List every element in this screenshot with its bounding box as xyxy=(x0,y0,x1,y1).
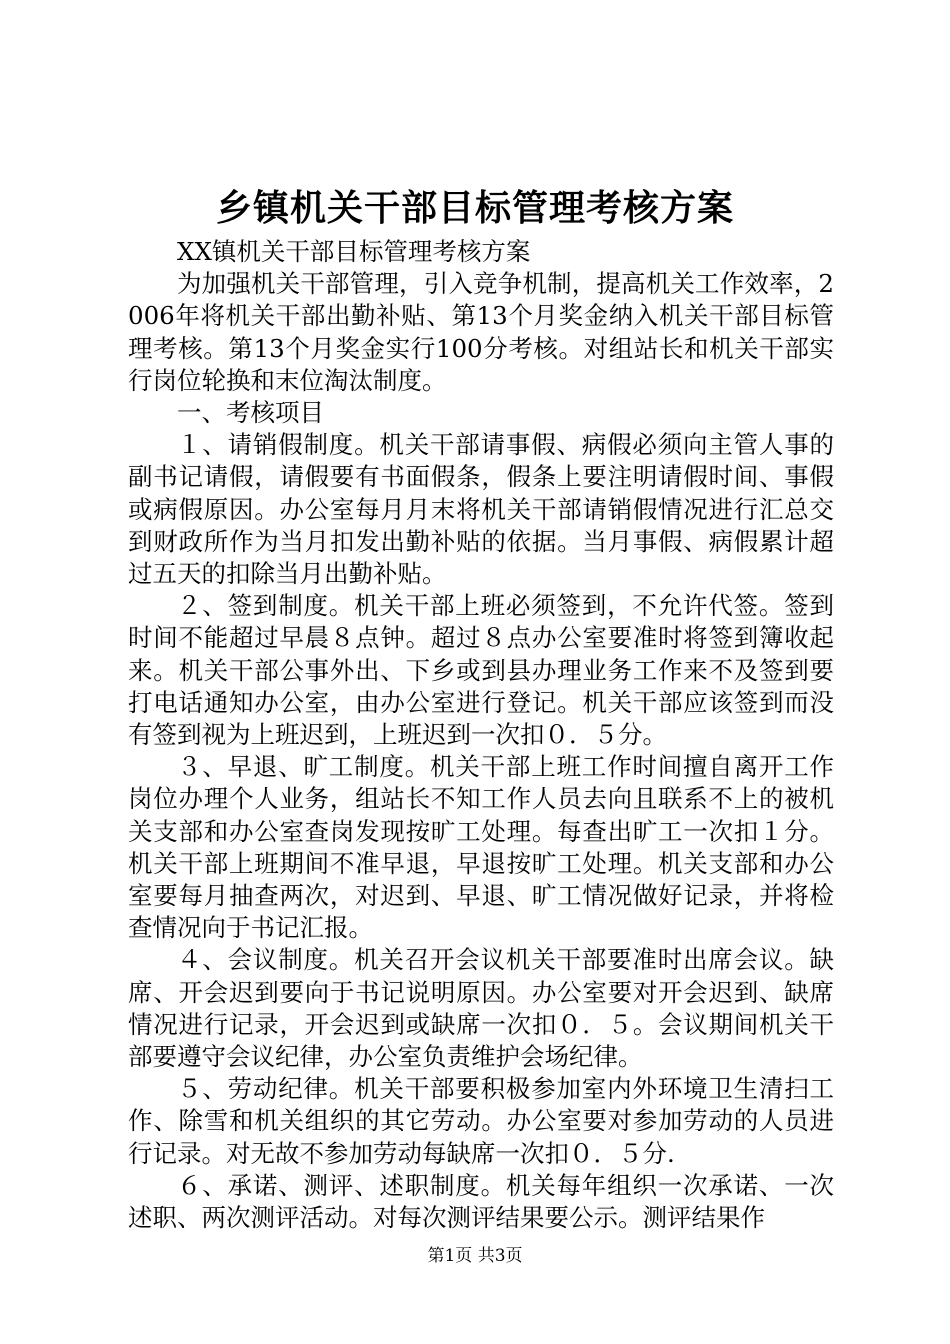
paragraph-item-4-meeting-policy: ４、会议制度。机关召开会议机关干部要准时出席会议。缺席、开会迟到要向于书记说明原因。办公室要对开会迟到、缺席情况进行记录，开会迟到或缺席一次扣０．５。会议期间机关干部要遵守会议纪律，办公室负责维护会场纪律。 xyxy=(128,945,834,1072)
document-title: 乡镇机关干部目标管理考核方案 xyxy=(215,187,734,229)
paragraph-intro: 为加强机关干部管理，引入竞争机制，提高机关工作效率，2006年将机关干部出勤补贴、第13个月奖金纳入机关干部目标管理考核。第13个月奖金实行100分考核。对组站长和机关干部实行岗位轮换和末位淘汰制度。 xyxy=(128,269,834,395)
paragraph-item-1-leave-policy: １、请销假制度。机关干部请事假、病假必须向主管人事的副书记请假，请假要有书面假条，假条上要注明请假时间、事假或病假原因。办公室每月月末将机关干部请销假情况进行汇总交到财政所作为当月扣发出勤补贴的依据。当月事假、病假累计超过五天的扣除当月出勤补贴。 xyxy=(128,430,834,589)
page-footer: 第1页 共3页 xyxy=(427,1246,523,1266)
paragraph-item-3-absence-policy: ３、早退、旷工制度。机关干部上班工作时间擅自离开工作岗位办理个人业务，组站长不知工作人员去向且联系不上的被机关支部和办公室查岗发现按旷工处理。每查出旷工一次扣１分。机关干部上班期间不准早退，早退按旷工处理。机关支部和办公室要每月抽查两次，对迟到、早退、旷工情况做好记录，并将检查情况向于书记汇报。 xyxy=(128,752,834,943)
paragraph-item-5-labor-discipline: ５、劳动纪律。机关干部要积极参加室内外环境卫生清扫工作、除雪和机关组织的其它劳动。办公室要对参加劳动的人员进行记录。对无故不参加劳动每缺席一次扣０．５分. xyxy=(128,1074,834,1168)
paragraph-subtitle: XX镇机关干部目标管理考核方案 xyxy=(177,237,531,266)
section-heading-assessment-items: 一、考核项目 xyxy=(177,398,324,428)
document-body xyxy=(128,236,834,1234)
paragraph-item-2-sign-in-policy: ２、签到制度。机关干部上班必须签到，不允许代签。签到时间不能超过早晨８点钟。超过８点办公室要准时将签到簿收起来。机关干部公事外出、下乡或到县办理业务工作来不及签到要打电话通知办公室，由办公室进行登记。机关干部应该签到而没有签到视为上班迟到，上班迟到一次扣０．５分。 xyxy=(128,591,834,750)
paragraph-item-6-evaluation-policy: ６、承诺、测评、述职制度。机关每年组织一次承诺、一次述职、两次测评活动。对每次测评结果要公示。测评结果作 xyxy=(128,1170,834,1233)
